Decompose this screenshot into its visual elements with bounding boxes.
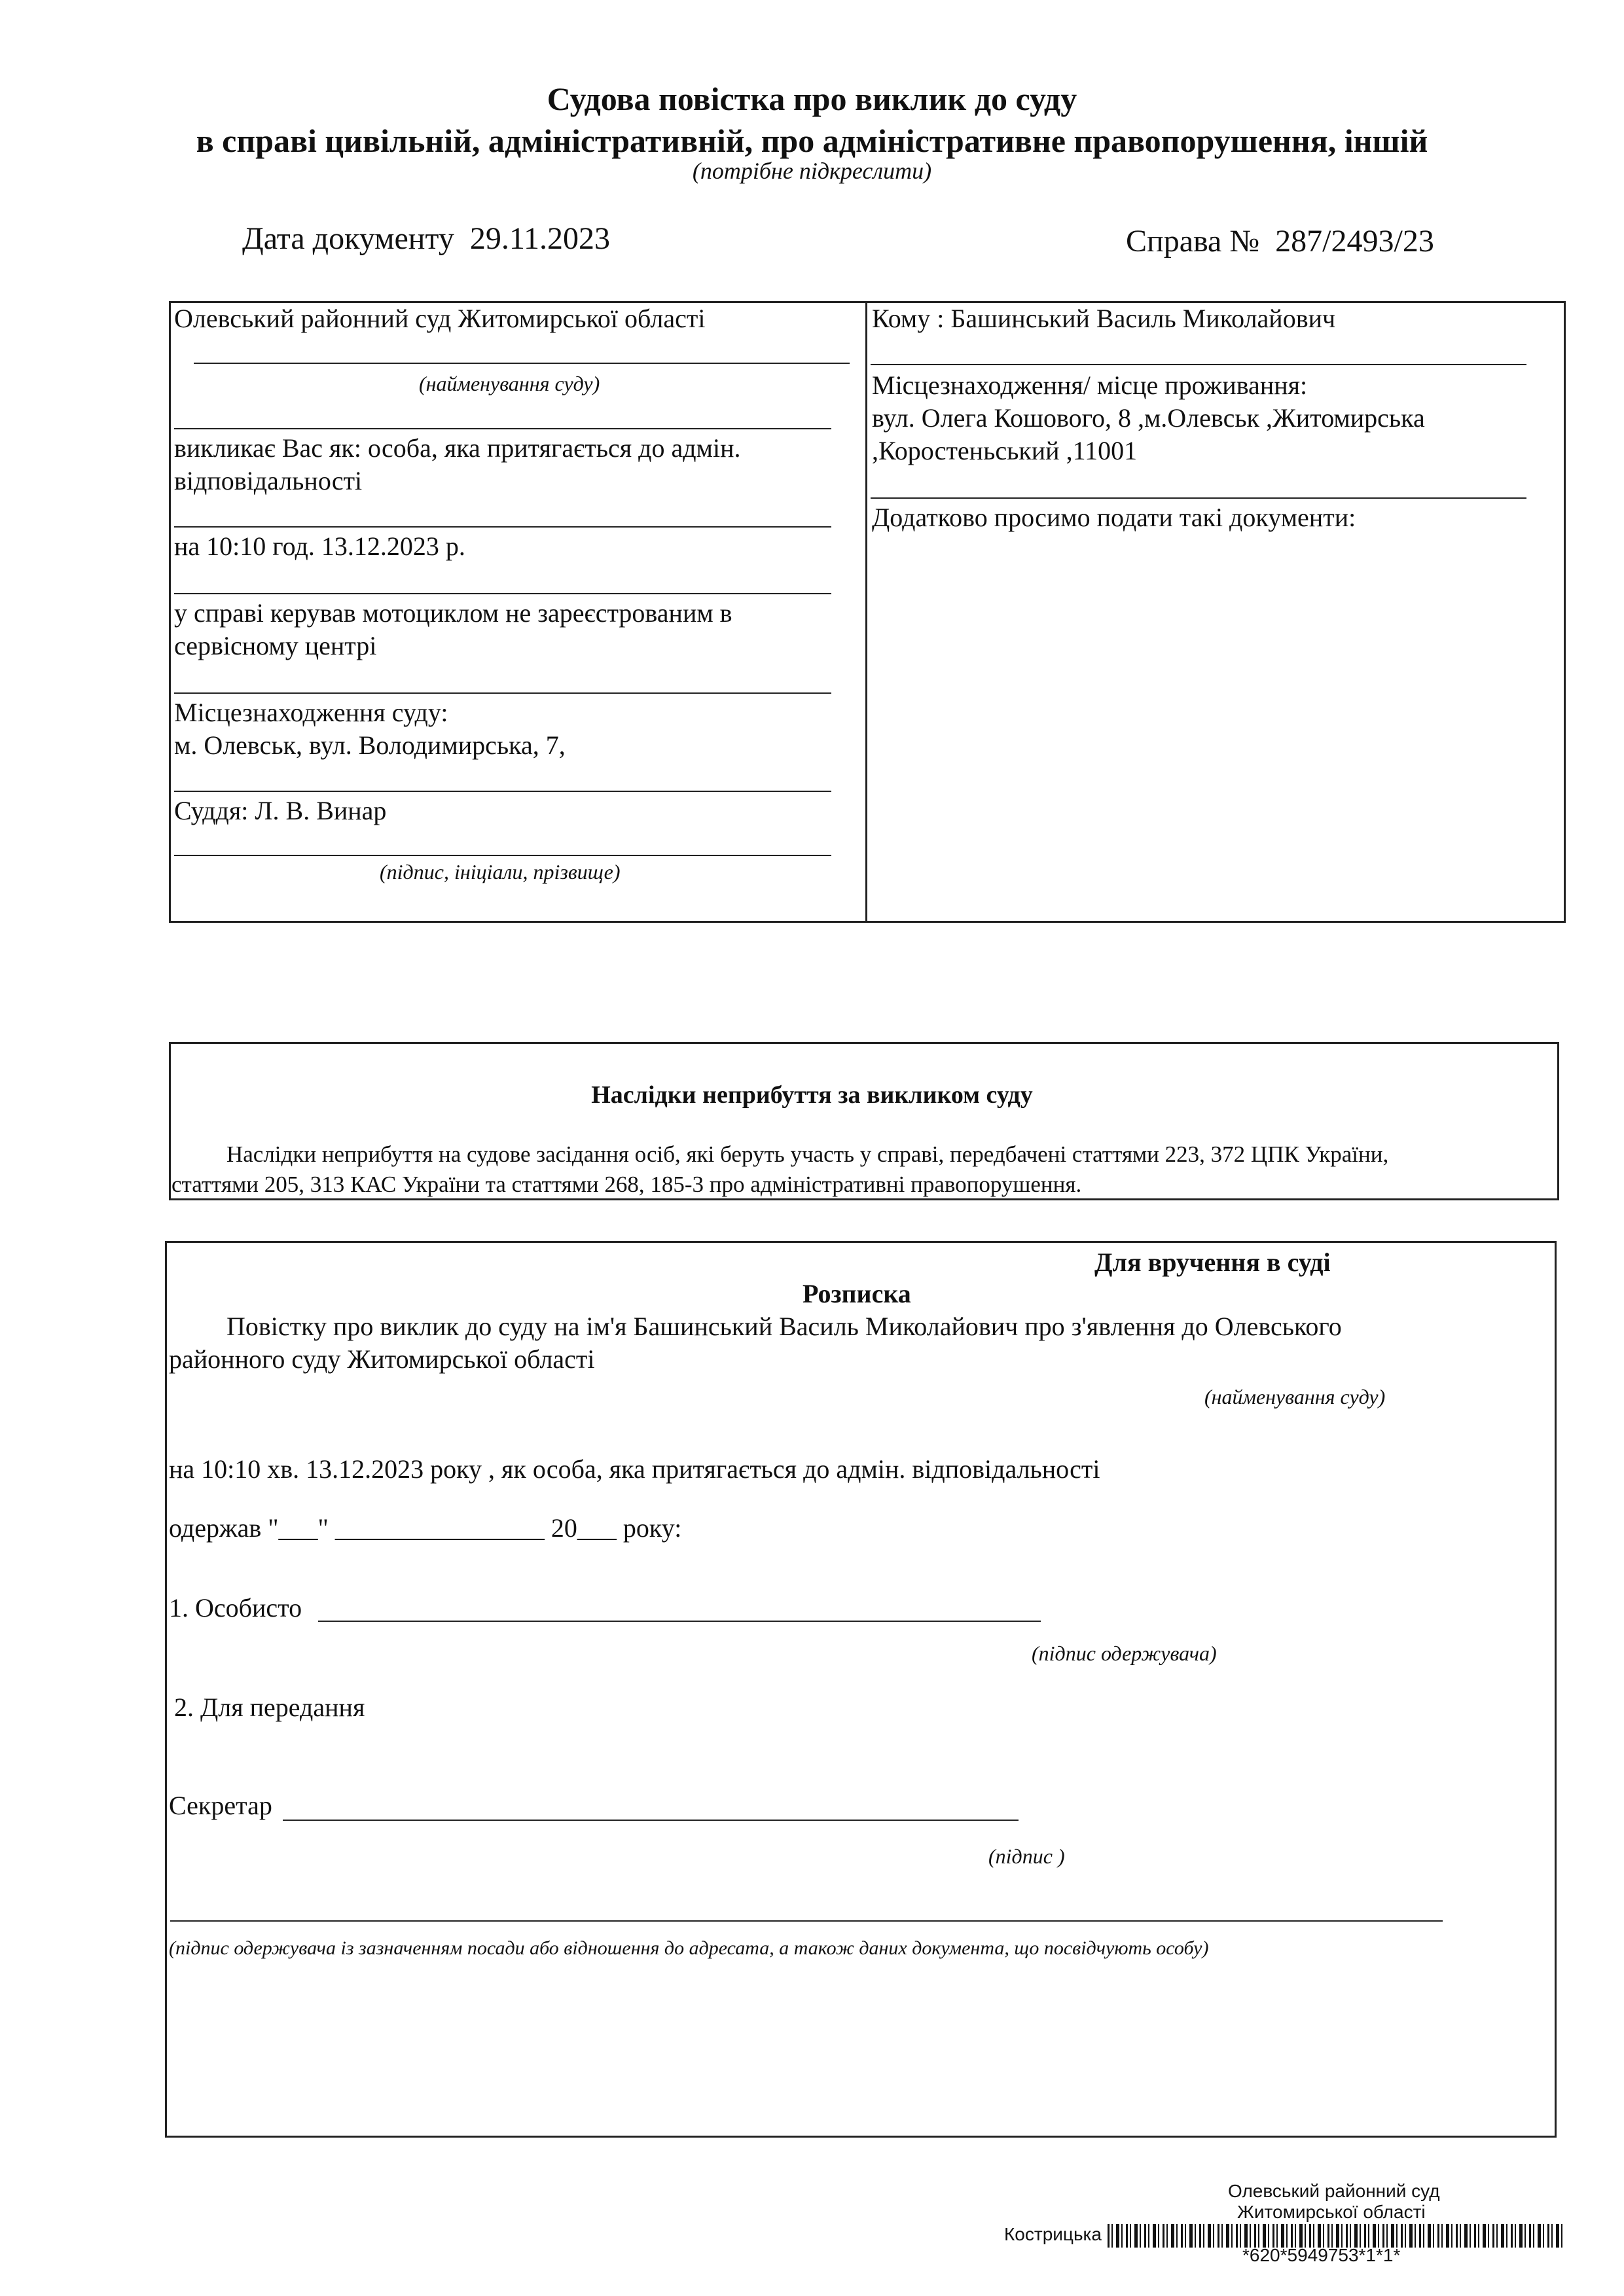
secretary-signature-rule [283,1820,1019,1821]
residence-rule [871,497,1526,499]
footer-caption: (підпис одержувача із зазначенням посади або відношення до адресата, а також даних документа, що посвідчують особу) [169,1937,1209,1959]
stamp-court-line2: Житомирської області [1237,2202,1426,2222]
secretary-signature-caption: (підпис ) [988,1844,1065,1868]
personal-signature-rule [318,1621,1041,1622]
receipt-court-caption: (найменування суду) [1204,1385,1386,1408]
left-rule-5 [174,791,831,792]
transfer-label: 2. Для передання [174,1693,365,1722]
documents-request: Додатково просимо подати такі документи: [872,503,1356,532]
barcode [1108,2224,1563,2248]
barcode-code: *620*5949753*1*1* [1242,2245,1401,2265]
case-number [1126,224,1434,259]
consequences-title: Наслідки неприбуття за викликом суду [591,1081,1033,1109]
residence-line1: вул. Олега Кошового, 8 ,м.Олевськ ,Житомирська [872,403,1425,433]
document-date-label: Дата документу [242,221,454,256]
underline-hint: (потрібне підкреслити) [692,158,932,184]
court-location: м. Олевськ, вул. Володимирська, 7, [174,730,566,760]
left-rule-3 [174,593,831,594]
judge-name: Суддя: Л. В. Винар [174,796,387,825]
court-location-label: Місцезнаходження суду: [174,698,448,727]
delivery-note: Для вручення в суді [1094,1247,1331,1277]
document-date-value: 29.11.2023 [469,221,611,256]
residence-line2: ,Коростеньський ,11001 [872,436,1138,465]
stamp-name: Кострицька [1004,2224,1102,2244]
recipient-name: Кому : Башинський Василь Миколайович [872,304,1336,333]
document-date [242,221,610,257]
court-name-rule [194,363,850,364]
judge-signature-caption: (підпис, ініціали, прізвище) [380,860,621,884]
document-title-subline: в справі цивільній, адміністративній, про адміністративне правопорушення, іншій [196,122,1428,159]
received-date-line: одержав "___" ________________ 20___ року: [169,1513,682,1543]
receipt-text-line1: Повістку про виклик до суду на ім'я Башинський Василь Миколайович про з'явлення до Олевського [226,1312,1342,1341]
footer-signature-rule [170,1920,1443,1922]
secretary-label: Секретар [169,1791,272,1820]
consequences-text-line1: Наслідки неприбуття на судове засідання осіб, які беруть участь у справі, передбачені статтями 223, 372 ЦПК України, [226,1141,1389,1167]
residence-label: Місцезнаходження/ місце проживання: [872,370,1308,400]
recipient-rule [871,364,1526,365]
left-rule-1 [174,428,831,429]
case-number-value: 287/2493/23 [1275,224,1434,259]
receipt-title: Розписка [803,1279,911,1308]
column-divider [865,301,867,923]
receipt-text-line2: районного суду Житомирської області [169,1344,595,1374]
judge-signature-rule [174,855,831,856]
hearing-time: на 10:10 год. 13.12.2023 р. [174,531,465,561]
case-subject-line1: у справі керував мотоциклом не зареєстрованим в [174,598,732,628]
left-rule-2 [174,526,831,528]
case-subject-line2: сервісному центрі [174,631,377,660]
summons-role-line2: відповідальності [174,466,363,495]
court-name-caption: (найменування суду) [419,372,600,395]
case-number-label: Справа № [1126,224,1260,259]
personal-label: 1. Особисто [169,1593,302,1623]
document-title: Судова повістка про виклик до суду [547,81,1077,117]
summons-role-line1: викликає Вас як: особа, яка притягається до адмін. [174,433,741,463]
receipt-time-line: на 10:10 хв. 13.12.2023 року , як особа, яка притягається до адмін. відповідальності [169,1454,1100,1484]
court-name: Олевський районний суд Житомирської області [174,304,706,333]
recipient-signature-caption: (підпис одержувача) [1032,1641,1217,1665]
left-rule-4 [174,692,831,694]
consequences-text-line2: статтями 205, 313 КАС України та статтями 268, 185-3 про адміністративні правопорушення. [171,1172,1082,1197]
stamp-court-line1: Олевський районний суд [1228,2181,1440,2201]
